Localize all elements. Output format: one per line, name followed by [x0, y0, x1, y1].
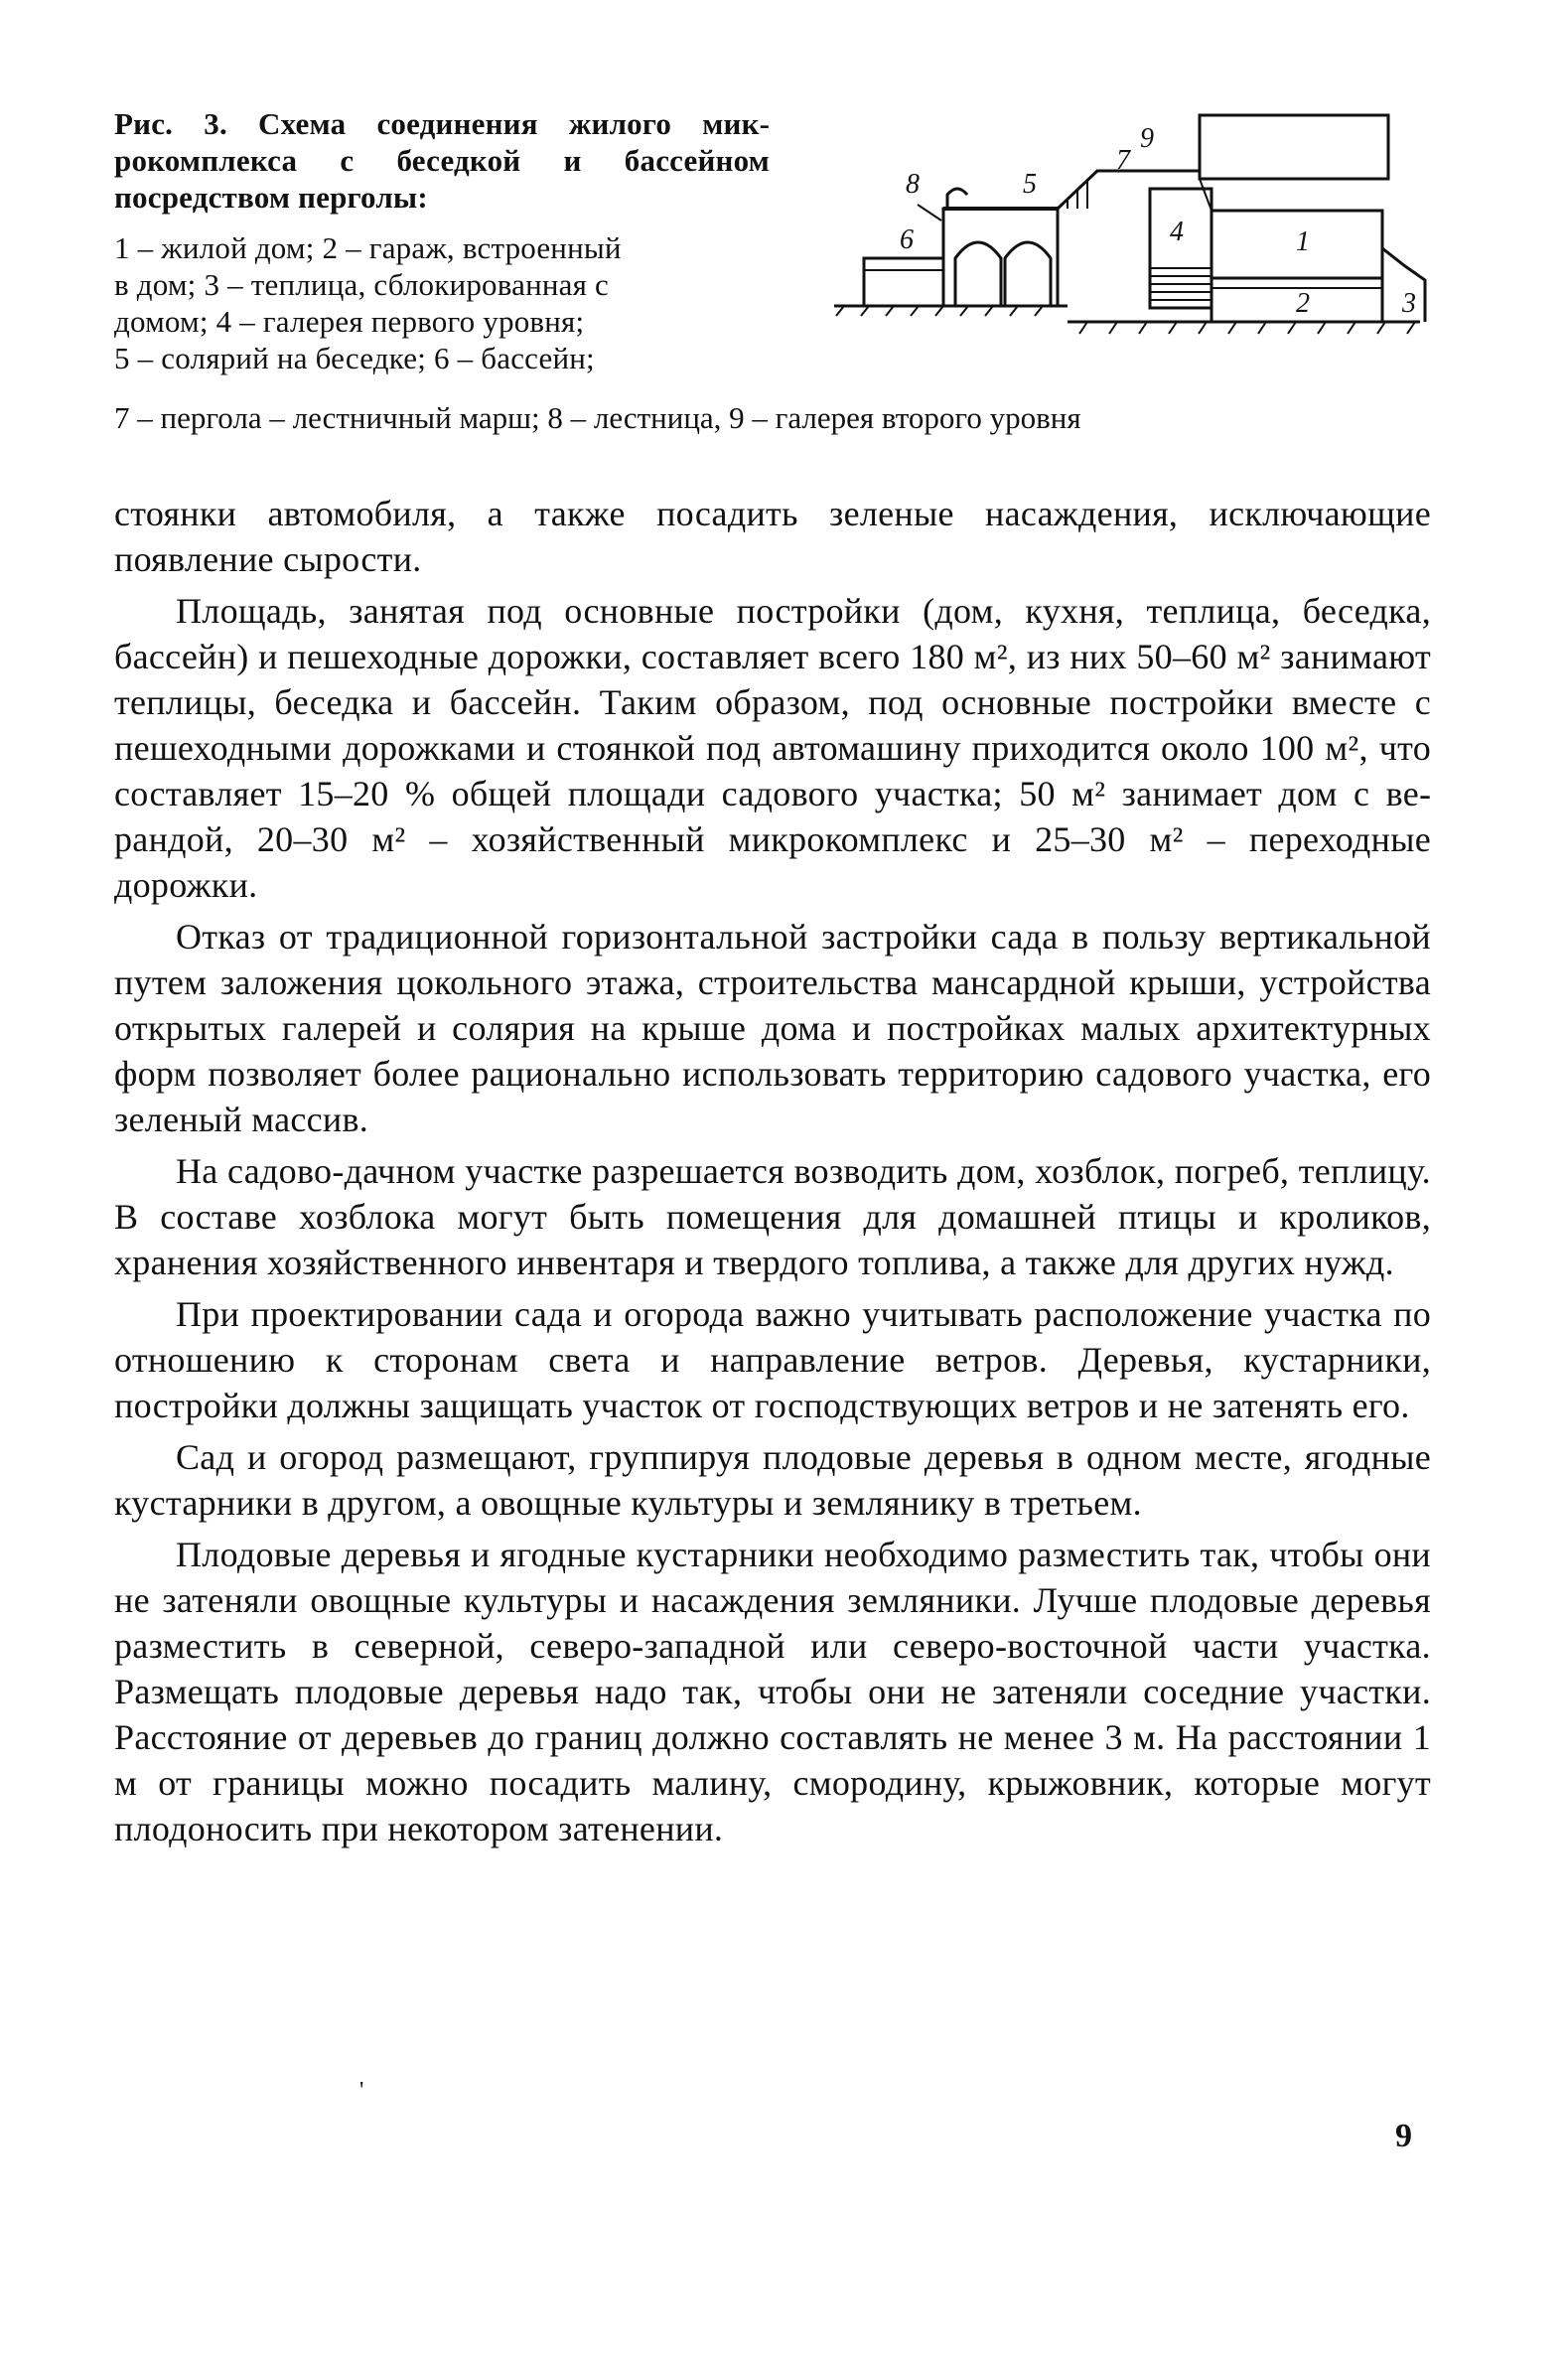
label-7: 7 [1116, 145, 1130, 176]
figure-caption [114, 105, 770, 376]
gallery-stairs [1150, 268, 1212, 300]
label-9: 9 [1140, 123, 1154, 154]
legend-line: домом; 4 – галерея первого уровня; [114, 304, 585, 339]
stray-mark: ' [359, 2078, 364, 2104]
paragraph: Плодовые деревья и ягодные кустарники необходимо разместить так, чтобы они не затеняли овощные культуры и насаждения земляники. Лучше плодовые деревья разместить в северной, северо-западной или северо-восточной части участка. Размещать плодовые деревья надо так, чтобы они не затеняли соседние участки. Расстояние от деревьев до границ должно составлять не менее 3 м. На расстоянии 1 м от границы можно посадить малину, смородину, крыжовник, которые могут плодоносить при некотором затенении. [114, 1535, 1431, 1848]
paragraph: Площадь, занятая под основные постройки (дом, кухня, теплица, беседка, бассейн) и пешеходные дорожки, составляет всего 180 м², из них 50–60 м² занимают теплицы, беседка и бассейн. Таким образом, под основные постройки вместе с пешеходными дорожками и стоянкой под автомашину приходится около 100 м², что составляет 15–20 % общей площади садового участка; 50 м² занимает дом с верандой, 20–30 м² – хозяйственный микрокомплекс и 25–30 м² – переходные дорожки. [114, 591, 1431, 905]
paragraph: При проектировании сада и огорода важно учитывать расположение участка по отношению к сторонам света и направление ветров. Деревья, кустарники, постройки должны защищать участок от господствующих ветров и не затенять его. [114, 1294, 1431, 1425]
label-1: 1 [1296, 226, 1310, 257]
gazebo-arch-right [1005, 242, 1051, 306]
figure-title: Рис. 3. Схема соединения жилого микрокомплекса с беседкой и бассейном посредством перголы: [114, 106, 770, 215]
legend-line: в дом; 3 – теплица, сблокированная с [114, 267, 610, 302]
pool-outline [864, 258, 943, 306]
legend-line: 5 – солярий на беседке; 6 – бассейн; [114, 341, 595, 375]
gazebo-arch-left [955, 242, 1001, 306]
ground-hatching [836, 306, 1415, 334]
paragraph: Сад и огород размещают, группируя плодовые деревья в одном месте, ягодные кустарники в другом, а овощные культуры и землянику в третьем. [114, 1437, 1431, 1523]
label-4: 4 [1170, 217, 1184, 247]
figure-legend [114, 229, 770, 376]
legend-tail-line: 7 – пергола – лестничный марш; 8 – лестница, 9 – галерея второго уровня [114, 400, 1081, 435]
label-6: 6 [900, 224, 914, 255]
paragraph: На садово-дачном участке разрешается возводить дом, хозблок, погреб, теплицу. В составе хозблока могут быть помещения для домашней птицы и кроликов, хранения хозяйственного инвентаря и твердого топлива, а также для других нужд. [114, 1151, 1431, 1282]
label-8: 8 [906, 169, 920, 200]
building-section-diagram [834, 109, 1430, 358]
mansard-edge [1200, 179, 1212, 211]
paragraph: Отказ от традиционной горизонтальной застройки сада в пользу вертикальной путем заложения цокольного этажа, строительства мансардной крыши, устройства открытых галерей и солярия на крыше дома и постройках малых архитектурных форм позволяет более рационально использовать территорию садового участка, его зеленый массив. [114, 917, 1431, 1139]
label-5: 5 [1023, 169, 1037, 200]
page-number: 9 [1395, 2118, 1412, 2154]
label-3: 3 [1402, 288, 1416, 319]
body-text [114, 491, 1431, 1857]
pergola-stair [1058, 171, 1150, 209]
ladder-rail [947, 189, 967, 209]
gallery-first-level [1150, 189, 1212, 308]
mansard-roof [1200, 115, 1388, 179]
leader-8 [918, 205, 941, 221]
label-2: 2 [1296, 288, 1310, 319]
legend-line: 1 – жилой дом; 2 – гараж, встроенный [114, 230, 622, 265]
paragraph: стоянки автомобиля, а также посадить зеленые насаждения, исключающие появление сырости. [114, 494, 1431, 579]
diagram-svg [834, 109, 1430, 358]
